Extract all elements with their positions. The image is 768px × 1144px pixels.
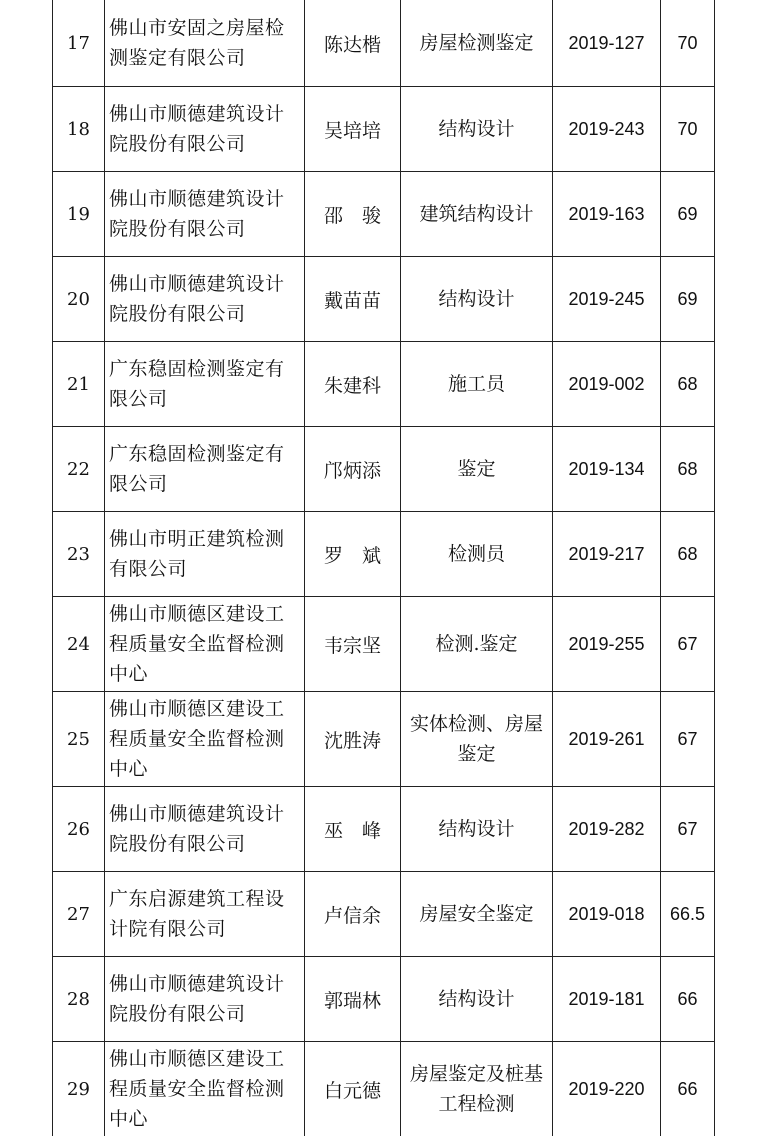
row-number: 29: [53, 1042, 105, 1137]
row-number: 23: [53, 512, 105, 597]
certificate-number: 2019-127: [553, 0, 661, 87]
person-name: 沈胜涛: [305, 692, 401, 787]
row-number: 22: [53, 427, 105, 512]
certificate-number: 2019-261: [553, 692, 661, 787]
certificate-number: 2019-134: [553, 427, 661, 512]
certificate-number: 2019-217: [553, 512, 661, 597]
certificate-number: 2019-243: [553, 87, 661, 172]
score: 68: [661, 342, 715, 427]
table-row: [53, 87, 715, 172]
specialty: 结构设计: [401, 787, 553, 872]
score: 70: [661, 0, 715, 87]
specialty: 房屋安全鉴定: [401, 872, 553, 957]
row-number: 25: [53, 692, 105, 787]
organization: 佛山市顺德区建设工程质量安全监督检测中心: [105, 597, 305, 692]
specialty: 检测员: [401, 512, 553, 597]
score: 70: [661, 87, 715, 172]
certificate-number: 2019-018: [553, 872, 661, 957]
score: 68: [661, 512, 715, 597]
row-number: 17: [53, 0, 105, 87]
person-name: 卢信余: [305, 872, 401, 957]
person-name: 戴苗苗: [305, 257, 401, 342]
certificate-number: 2019-282: [553, 787, 661, 872]
organization: 佛山市顺德建筑设计院股份有限公司: [105, 172, 305, 257]
person-name: 邵 骏: [305, 172, 401, 257]
specialty: 结构设计: [401, 87, 553, 172]
row-number: 21: [53, 342, 105, 427]
specialty: 检测.鉴定: [401, 597, 553, 692]
score: 66.5: [661, 872, 715, 957]
table-row: [53, 512, 715, 597]
specialty: 鉴定: [401, 427, 553, 512]
person-name: 朱建科: [305, 342, 401, 427]
organization: 广东稳固检测鉴定有限公司: [105, 427, 305, 512]
table-row: [53, 787, 715, 872]
score: 67: [661, 787, 715, 872]
specialty: 建筑结构设计: [401, 172, 553, 257]
organization: 广东启源建筑工程设计院有限公司: [105, 872, 305, 957]
row-number: 28: [53, 957, 105, 1042]
table-row: [53, 257, 715, 342]
table-row: [53, 427, 715, 512]
organization: 佛山市明正建筑检测有限公司: [105, 512, 305, 597]
table-row: [53, 957, 715, 1042]
results-table: [52, 0, 715, 1136]
person-name: 邝炳添: [305, 427, 401, 512]
table-row: [53, 342, 715, 427]
certificate-number: 2019-245: [553, 257, 661, 342]
person-name: 陈达楷: [305, 0, 401, 87]
certificate-number: 2019-255: [553, 597, 661, 692]
person-name: 巫 峰: [305, 787, 401, 872]
certificate-number: 2019-163: [553, 172, 661, 257]
certificate-number: 2019-220: [553, 1042, 661, 1137]
specialty: 施工员: [401, 342, 553, 427]
score: 68: [661, 427, 715, 512]
organization: 佛山市安固之房屋检测鉴定有限公司: [105, 0, 305, 87]
score: 69: [661, 257, 715, 342]
certificate-number: 2019-002: [553, 342, 661, 427]
person-name: 郭瑞林: [305, 957, 401, 1042]
person-name: 韦宗坚: [305, 597, 401, 692]
specialty: 实体检测、房屋鉴定: [401, 692, 553, 787]
specialty: 房屋鉴定及桩基工程检测: [401, 1042, 553, 1137]
table-row: [53, 1042, 715, 1137]
table-row: [53, 0, 715, 87]
organization: 佛山市顺德建筑设计院股份有限公司: [105, 87, 305, 172]
table-row: [53, 872, 715, 957]
table-row: [53, 597, 715, 692]
table-row: [53, 172, 715, 257]
person-name: 罗 斌: [305, 512, 401, 597]
organization: 广东稳固检测鉴定有限公司: [105, 342, 305, 427]
score: 69: [661, 172, 715, 257]
row-number: 27: [53, 872, 105, 957]
row-number: 26: [53, 787, 105, 872]
score: 66: [661, 957, 715, 1042]
specialty: 结构设计: [401, 957, 553, 1042]
organization: 佛山市顺德区建设工程质量安全监督检测中心: [105, 692, 305, 787]
organization: 佛山市顺德建筑设计院股份有限公司: [105, 957, 305, 1042]
row-number: 19: [53, 172, 105, 257]
table-row: [53, 692, 715, 787]
row-number: 20: [53, 257, 105, 342]
specialty: 房屋检测鉴定: [401, 0, 553, 87]
score: 67: [661, 692, 715, 787]
certificate-number: 2019-181: [553, 957, 661, 1042]
organization: 佛山市顺德建筑设计院股份有限公司: [105, 787, 305, 872]
specialty: 结构设计: [401, 257, 553, 342]
score: 66: [661, 1042, 715, 1137]
person-name: 白元德: [305, 1042, 401, 1137]
row-number: 18: [53, 87, 105, 172]
person-name: 吴培培: [305, 87, 401, 172]
organization: 佛山市顺德建筑设计院股份有限公司: [105, 257, 305, 342]
score: 67: [661, 597, 715, 692]
row-number: 24: [53, 597, 105, 692]
organization: 佛山市顺德区建设工程质量安全监督检测中心: [105, 1042, 305, 1137]
